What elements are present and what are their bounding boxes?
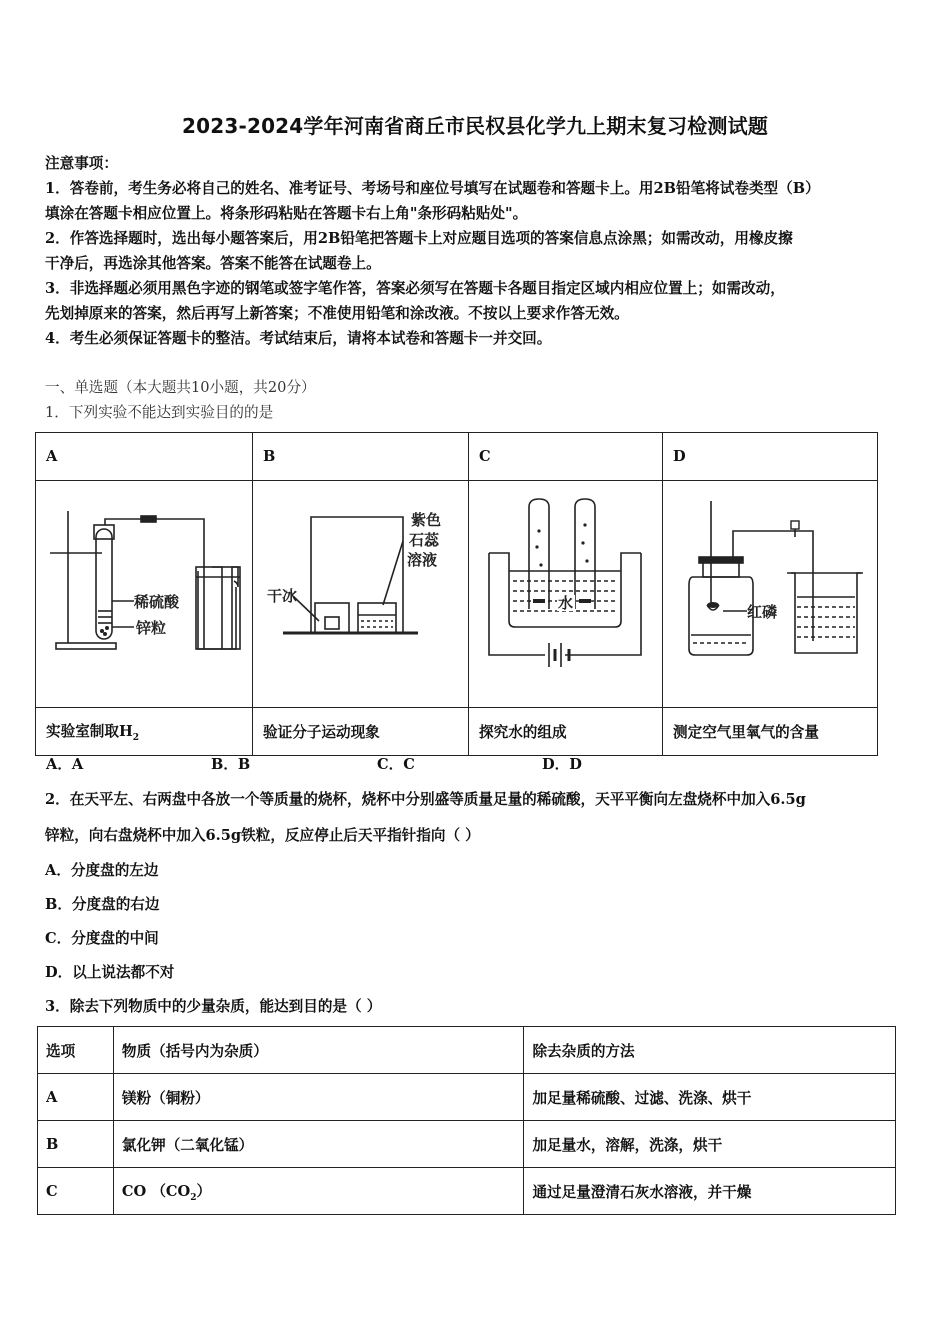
question-2-stem-line-2: 锌粒，向右盘烧杯中加入6.5g铁粒，反应停止后天平指针指向（ ） (45, 827, 480, 844)
page-title: 2023-2024学年河南省商丘市民权县化学九上期末复习检测试题 (181, 114, 769, 138)
q1-option-d[interactable]: D．D (542, 756, 582, 773)
question-1-stem: 1．下列实验不能达到实验目的的是 (45, 404, 274, 421)
q3-row-b-method: 加足量水，溶解，洗涤，烘干 (524, 1121, 896, 1168)
figure-cell-d (663, 481, 878, 708)
table-row (38, 1074, 896, 1121)
table-row (38, 1168, 896, 1215)
q3-row-c-option: C (38, 1168, 114, 1215)
notice-line: 填涂在答题卡相应位置上。将条形码粘贴在答题卡右上角"条形码粘贴处"。 (45, 205, 528, 222)
oxygen-content-figure (663, 481, 877, 703)
q3-row-c-method: 通过足量澄清石灰水溶液，并干燥 (524, 1168, 896, 1215)
q2-option-b[interactable]: B．分度盘的右边 (45, 896, 160, 913)
q3-row-c-substance-text: CO （CO (121, 1182, 191, 1200)
q3-row-c-substance (113, 1168, 524, 1215)
q3-row-a-method: 加足量稀硫酸、过滤、洗涤、烘干 (524, 1074, 896, 1121)
q3-row-a-substance: 镁粉（铜粉） (113, 1074, 524, 1121)
figure-cell-c (469, 481, 663, 708)
q1-option-b[interactable]: B．B (211, 756, 251, 773)
q3-row-a-option: A (38, 1074, 114, 1121)
header-b: B (253, 433, 469, 481)
label-dry-ice: 干冰 (267, 587, 298, 605)
caption-a (36, 708, 253, 756)
notice-line: 先划掉原来的答案，然后再写上新答案；不准使用铅笔和涂改液。不按以上要求作答无效。 (45, 305, 629, 322)
notice-line: 2．作答选择题时，选出每小题答案后，用2B铅笔把答题卡上对应题目选项的答案信息点涂黑；如需改动，用橡皮擦 (45, 230, 793, 247)
q1-option-a[interactable]: A．A (46, 756, 84, 773)
caption-a-text: 实验室制取H (46, 723, 133, 741)
caption-c: 探究水的组成 (469, 708, 663, 756)
question-3-table (37, 1026, 896, 1215)
caption-b: 验证分子运动现象 (253, 708, 469, 756)
q3-row-c-subscript: 2 (190, 1192, 197, 1203)
notice-line: 干净后，再选涂其他答案。答案不能答在试题卷上。 (45, 255, 381, 272)
label-litmus-2: 石蕊 (409, 531, 440, 549)
figure-cell-b (253, 481, 469, 708)
section-heading: 一、单选题（本大题共10小题，共20分） (45, 379, 316, 396)
header-a: A (36, 433, 253, 481)
notice-line: 1．答卷前，考生务必将自己的姓名、准考证号、考场号和座位号填写在试题卷和答题卡上。用2B铅笔将试卷类型（B） (45, 180, 820, 197)
q2-option-a[interactable]: A．分度盘的左边 (45, 862, 159, 879)
question-2-stem-line-1: 2．在天平左、右两盘中各放一个等质量的烧杯，烧杯中分别盛等质量足量的稀硫酸，天平平衡向左盘烧杯中加入6.5g (45, 791, 806, 808)
q1-option-c[interactable]: C．C (377, 756, 415, 773)
label-litmus-3: 溶液 (407, 551, 438, 569)
label-water: 水 (558, 594, 574, 612)
header-c: C (469, 433, 663, 481)
molecular-motion-figure (253, 481, 468, 703)
table-row (38, 1121, 896, 1168)
q3-row-b-option: B (38, 1121, 114, 1168)
notice-line: 3．非选择题必须用黑色字迹的钢笔或签字笔作答，答案必须写在答题卡各题目指定区域内相应位置上；如需改动， (45, 280, 785, 297)
q3-header-substance: 物质（括号内为杂质） (113, 1027, 524, 1074)
hydrogen-generation-figure (36, 481, 252, 703)
label-red-phosphorus: 红磷 (747, 603, 778, 621)
q2-option-c[interactable]: C．分度盘的中间 (45, 930, 159, 947)
caption-a-subscript: 2 (132, 732, 140, 743)
q3-row-c-close: ） (196, 1182, 212, 1200)
figure-cell-a (36, 481, 253, 708)
question-1-table (35, 432, 878, 756)
label-dilute-sulfuric-acid: 稀硫酸 (134, 593, 180, 611)
header-d: D (663, 433, 878, 481)
notice-line: 4．考生必须保证答题卡的整洁。考试结束后，请将本试卷和答题卡一并交回。 (45, 330, 552, 347)
notice-heading: 注意事项： (45, 155, 118, 172)
q2-option-d[interactable]: D．以上说法都不对 (45, 964, 175, 981)
question-3-stem: 3．除去下列物质中的少量杂质，能达到目的是（ ） (45, 998, 382, 1015)
q3-header-option: 选项 (38, 1027, 114, 1074)
label-litmus-1: 紫色 (411, 511, 442, 529)
q3-row-b-substance: 氯化钾（二氧化锰） (113, 1121, 524, 1168)
caption-d: 测定空气里氧气的含量 (663, 708, 878, 756)
label-zinc: 锌粒 (136, 619, 167, 637)
q3-header-method: 除去杂质的方法 (524, 1027, 896, 1074)
electrolysis-figure (469, 481, 662, 703)
